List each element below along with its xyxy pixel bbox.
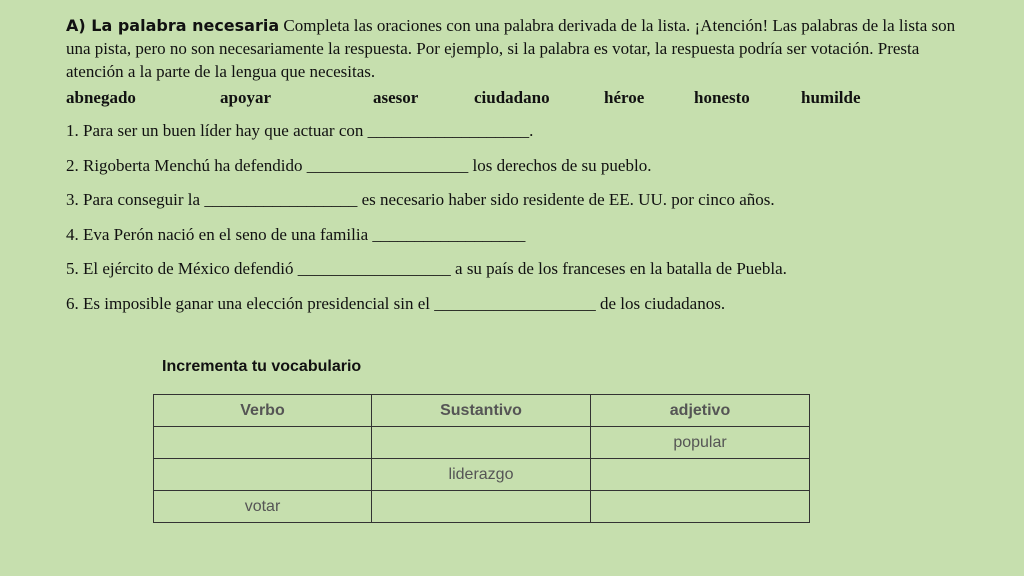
word-bank-item: apoyar xyxy=(220,88,271,107)
table-cell: popular xyxy=(591,427,810,459)
word-bank-item: abnegado xyxy=(66,88,136,107)
instructions-text: Completa las oraciones con una palabra derivada de la lista. ¡Atención! Las palabras de la lista son una pista, pero no son necesariamente la respuesta. Por ejemplo, si la palabra es votar, la respuesta podría ser votación. Presta atención a la parte de la lengua que necesitas. xyxy=(66,16,956,81)
table-cell: liderazgo xyxy=(372,459,591,491)
sentence-5: 5. El ejército de México defendió __________________ a su país de los franceses en la batalla de Puebla. xyxy=(66,259,787,278)
table-row xyxy=(154,459,810,491)
column-header-verbo: Verbo xyxy=(154,395,372,427)
instructions-paragraph xyxy=(66,14,978,83)
table-cell xyxy=(591,459,810,491)
table-cell xyxy=(372,427,591,459)
table-cell xyxy=(154,459,372,491)
sentence-3: 3. Para conseguir la __________________ es necesario haber sido residente de EE. UU. por cinco años. xyxy=(66,190,775,209)
word-bank xyxy=(66,86,978,110)
word-bank-item: asesor xyxy=(373,88,419,107)
sentence-2: 2. Rigoberta Menchú ha defendido ___________________ los derechos de su pueblo. xyxy=(66,155,652,175)
table-row xyxy=(154,491,810,523)
sentence-4: 4. Eva Perón nació en el seno de una familia __________________ xyxy=(66,224,526,244)
sentence-6: 6. Es imposible ganar una elección presidencial sin el ___________________ de los ciudadanos. xyxy=(66,293,726,313)
word-bank-item: héroe xyxy=(604,88,645,107)
table-cell xyxy=(154,427,372,459)
vocabulary-table xyxy=(153,394,810,523)
table-cell xyxy=(372,491,591,523)
table-cell xyxy=(591,491,810,523)
word-bank-item: ciudadano xyxy=(474,88,550,107)
column-header-adjetivo: adjetivo xyxy=(591,395,810,427)
table-cell: votar xyxy=(154,491,372,523)
exercise-section xyxy=(66,14,978,321)
column-header-sustantivo: Sustantivo xyxy=(372,395,591,427)
vocabulary-title: Incrementa tu vocabulario xyxy=(162,358,362,375)
table-header-row xyxy=(154,395,810,427)
word-bank-item: humilde xyxy=(801,88,861,107)
exercise-heading: A) La palabra necesaria xyxy=(66,16,280,35)
table-row xyxy=(154,427,810,459)
sentence-1: 1. Para ser un buen líder hay que actuar con ___________________. xyxy=(66,121,534,140)
word-bank-item: honesto xyxy=(694,88,750,107)
